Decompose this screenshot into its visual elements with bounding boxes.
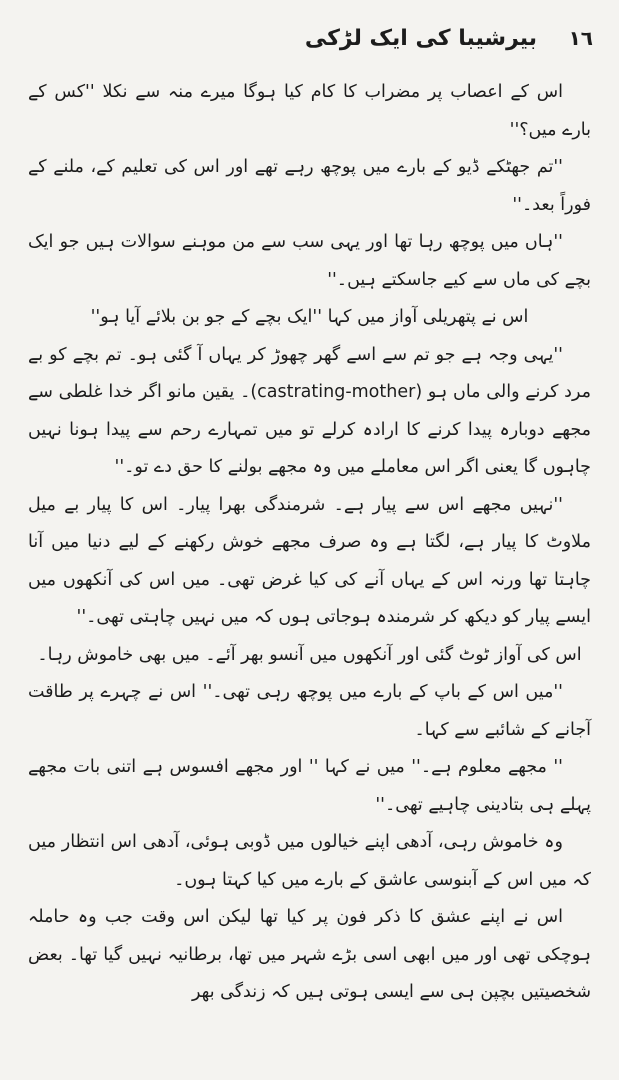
paragraph: ''تم جھٹکے ڈیو کے بارے میں پوچھ رہے تھے اور اس کی تعلیم کے، ملنے کے فوراً بعد۔'' [28,157,591,215]
page-number: ١٦ [568,26,593,50]
paragraph: اس نے اپنے عشق کا ذکر فون پر کیا تھا لیکن اس وقت جب وہ حاملہ ہوچکی تھی اور میں ابھی اسی بڑے شہر میں تھا، برطانیہ نہیں گیا تھا۔ بعض شخصیتیں بچپن ہی سے ایسی ہوتی ہیں کہ زندگی بھر [28,907,591,1002]
running-title: بیرشیبا کی ایک لڑکی [304,26,537,51]
paragraph: '' مجھے معلوم ہے۔'' میں نے کہا '' اور مجھے افسوس ہے اتنی بات مجھے پہلے ہی بتادینی چاہیے تھی۔'' [28,757,591,815]
paragraph: اس نے پتھریلی آواز میں کہا ''ایک بچے کے جو بن بلائے آیا ہو'' [90,307,529,327]
paragraph: ''نہیں مجھے اس سے پیار ہے۔ شرمندگی بھرا پیار۔ اس کا پیار بے میل ملاوٹ کا پیار ہے، لگتا ہے وہ صرف مجھے خوش رکھنے کے لیے دنیا میں آنا چاہتا تھا ورنہ اس کے یہاں آنے کی کیا غرض تھی۔ میں اس کی آنکھوں میں ایسے پیار کو دیکھ کر شرمندہ ہوجاتی ہوں کہ میں نہیں چاہتی تھی۔'' [28,494,591,627]
body-text [28,74,591,1012]
paragraph: ''ہاں میں پوچھ رہا تھا اور یہی سب سے من موہنے سوالات ہیں جو ایک بچے کی ماں سے کیے جاسکتے ہیں۔'' [28,232,591,290]
paragraph: وہ خاموش رہی، آدھی اپنے خیالوں میں ڈوبی ہوئی، آدھی اس انتظار میں کہ میں اس کے آبنوسی عاشق کے بارے میں کیا کہتا ہوں۔ [28,832,591,890]
paragraph: ''یہی وجہ ہے جو تم سے اسے گھر چھوڑ کر یہاں آ گئی ہو۔ تم بچے کو بے مرد کرنے والی ماں ہو (castrating-mother)۔ یقین مانو اگر خدا غلطی سے مجھے دوبارہ پیدا کرنے کا ارادہ کرلے تو میں تمہارے رحم سے پیدا ہونا نہیں چاہوں گا یعنی اگر اس معاملے میں وہ مجھے بولنے کا حق دے تو۔'' [28,344,591,477]
paragraph: ''میں اس کے باپ کے بارے میں پوچھ رہی تھی۔'' اس نے چہرے پر طاقت آجانے کے شائبے سے کہا۔ [28,682,591,740]
paragraph: اس کی آواز ٹوٹ گئی اور آنکھوں میں آنسو بھر آئے۔ میں بھی خاموش رہا۔ [37,644,582,665]
page-header [26,26,593,66]
paragraph: اس کے اعصاب پر مضراب کا کام کیا ہوگا میرے منہ سے نکلا ''کس کے بارے میں؟'' [28,82,591,140]
